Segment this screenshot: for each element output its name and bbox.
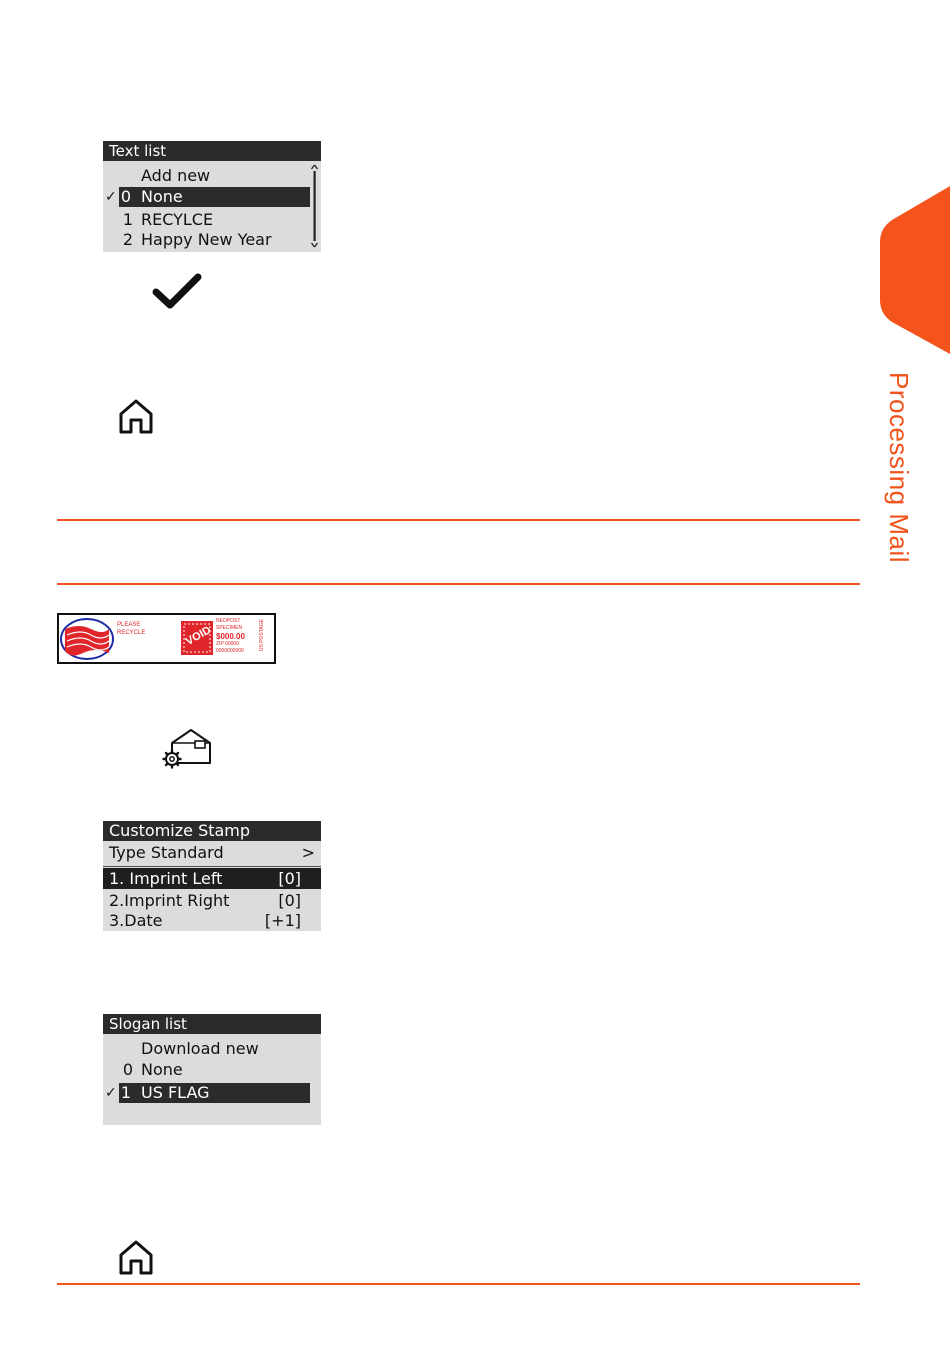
section-title: Processing Mail — [884, 372, 914, 564]
list-item-label: US FLAG — [141, 1083, 210, 1102]
slogan-list-screen — [103, 1014, 321, 1125]
scrollbar[interactable] — [310, 164, 319, 248]
vertical-postage-text: US POSTAGE — [259, 619, 265, 652]
side-tab-shape — [870, 180, 950, 360]
customize-stamp-screen — [103, 821, 321, 931]
divider — [57, 519, 860, 521]
menu-item-imprint-left[interactable]: 1. Imprint Left [0] — [103, 868, 321, 889]
slogan-text: PLEASE RECYCLE — [117, 622, 146, 636]
postage-text: NEOPOST SPECIMEN $000.00 ZIP 00000 0000000000 — [216, 618, 245, 654]
list-item-label: None — [141, 187, 183, 206]
menu-item-imprint-right[interactable]: 2.Imprint Right [0] — [109, 891, 301, 910]
selection-highlight: 0 None — [119, 187, 310, 207]
chevron-right-icon: > — [301, 843, 315, 862]
home-icon[interactable] — [117, 1239, 155, 1275]
divider — [57, 583, 860, 585]
list-item-label: RECYLCE — [141, 210, 214, 229]
stamp-sample — [57, 613, 276, 664]
type-standard-row[interactable]: Type Standard > — [109, 843, 315, 862]
check-mark: ✓ — [105, 1085, 117, 1101]
list-item[interactable]: 2 Happy New Year — [122, 230, 272, 249]
list-item[interactable]: 0 None — [122, 1060, 183, 1079]
list-item[interactable] — [103, 166, 321, 186]
check-mark: ✓ — [105, 189, 117, 205]
divider — [57, 1283, 860, 1285]
screen-title: Slogan list — [103, 1014, 321, 1034]
void-text: VOID — [183, 624, 214, 648]
checkmark-icon[interactable] — [152, 272, 202, 312]
list-item-label: Download new — [141, 1039, 259, 1058]
home-icon[interactable] — [117, 398, 155, 434]
list-item-selected[interactable] — [103, 1083, 321, 1103]
screen-title: Text list — [103, 141, 321, 161]
list-item-label: Add new — [141, 166, 211, 185]
separator — [103, 866, 321, 867]
list-item[interactable] — [103, 1039, 321, 1059]
list-item[interactable]: 1 RECYLCE — [122, 210, 214, 229]
menu-item-date[interactable]: 3.Date [+1] — [109, 911, 301, 930]
list-item-label: Happy New Year — [141, 230, 272, 249]
selection-highlight: 1 US FLAG — [119, 1083, 310, 1103]
list-item-selected[interactable] — [103, 187, 321, 207]
text-list-screen — [103, 141, 321, 252]
envelope-gear-icon[interactable] — [160, 727, 214, 769]
list-item-label: None — [141, 1060, 183, 1079]
screen-title: Customize Stamp — [103, 821, 321, 841]
